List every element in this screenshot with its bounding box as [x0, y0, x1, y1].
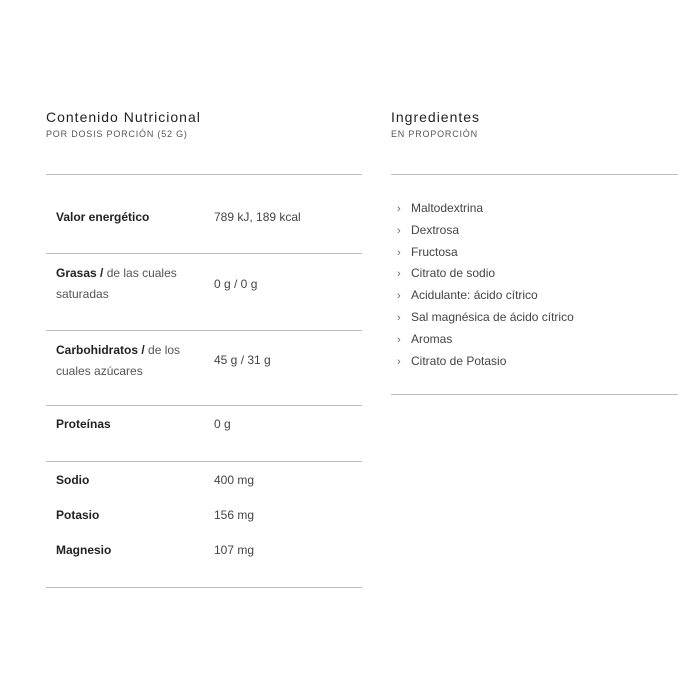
- ingredients-header: [391, 108, 678, 140]
- nutrition-value: 400 mg: [214, 473, 255, 487]
- list-item: › Citrato de sodio: [397, 263, 574, 285]
- nutrition-divider: [46, 405, 362, 406]
- ingredients-title: Ingredientes: [391, 109, 481, 125]
- nutrition-label: Magnesio: [56, 543, 112, 557]
- nutrition-value: 0 g: [214, 417, 231, 431]
- nutrition-divider-top: [46, 174, 362, 175]
- nutrition-label: Valor energético: [56, 210, 150, 224]
- chevron-right-icon: ›: [397, 203, 401, 215]
- list-item: › Dextrosa: [397, 220, 574, 242]
- ingredients-subtitle: EN PROPORCIÓN: [391, 129, 478, 139]
- list-item: › Sal magnésica de ácido cítrico: [397, 307, 574, 329]
- chevron-right-icon: ›: [397, 246, 401, 259]
- nutrition-label-extra: de las cuales saturadas: [56, 266, 177, 301]
- ingredients-divider-bottom: [391, 394, 678, 395]
- nutrition-divider: [46, 461, 362, 462]
- nutrition-header: [46, 108, 362, 140]
- nutrition-subtitle: POR DOSIS PORCIÓN (52 G): [46, 129, 188, 139]
- nutrition-label: Grasas /: [56, 266, 104, 280]
- chevron-right-icon: ›: [397, 333, 401, 346]
- list-item: › Citrato de Potasio: [397, 351, 574, 373]
- list-item: › Maltodextrina: [397, 198, 574, 220]
- nutrition-value: 789 kJ, 189 kcal: [214, 210, 301, 224]
- chevron-right-icon: ›: [397, 290, 401, 303]
- chevron-right-icon: ›: [397, 355, 401, 368]
- nutrition-value: 45 g / 31 g: [214, 353, 271, 367]
- chevron-right-icon: ›: [397, 311, 401, 324]
- list-item: › Acidulante: ácido cítrico: [397, 285, 574, 307]
- chevron-right-icon: ›: [397, 268, 401, 281]
- list-item: › Aromas: [397, 329, 574, 351]
- ingredients-divider-top: [391, 174, 678, 175]
- nutrition-label: Carbohidratos /: [56, 343, 145, 357]
- nutrition-divider: [46, 253, 362, 254]
- chevron-right-icon: ›: [397, 224, 401, 237]
- ingredients-list: [397, 198, 574, 372]
- nutrition-value: 0 g / 0 g: [214, 277, 258, 291]
- nutrition-value: 107 mg: [214, 543, 255, 557]
- nutrition-label: Potasio: [56, 508, 100, 522]
- nutrition-label: Sodio: [56, 473, 90, 487]
- nutrition-title: Contenido Nutricional: [46, 109, 201, 125]
- nutrition-value: 156 mg: [214, 508, 255, 522]
- nutrition-divider: [46, 330, 362, 331]
- list-item: › Fructosa: [397, 242, 574, 264]
- nutrition-label-extra: de los cuales azúcares: [56, 343, 181, 378]
- nutrition-divider-bottom: [46, 587, 362, 588]
- nutrition-label: Proteínas: [56, 417, 111, 431]
